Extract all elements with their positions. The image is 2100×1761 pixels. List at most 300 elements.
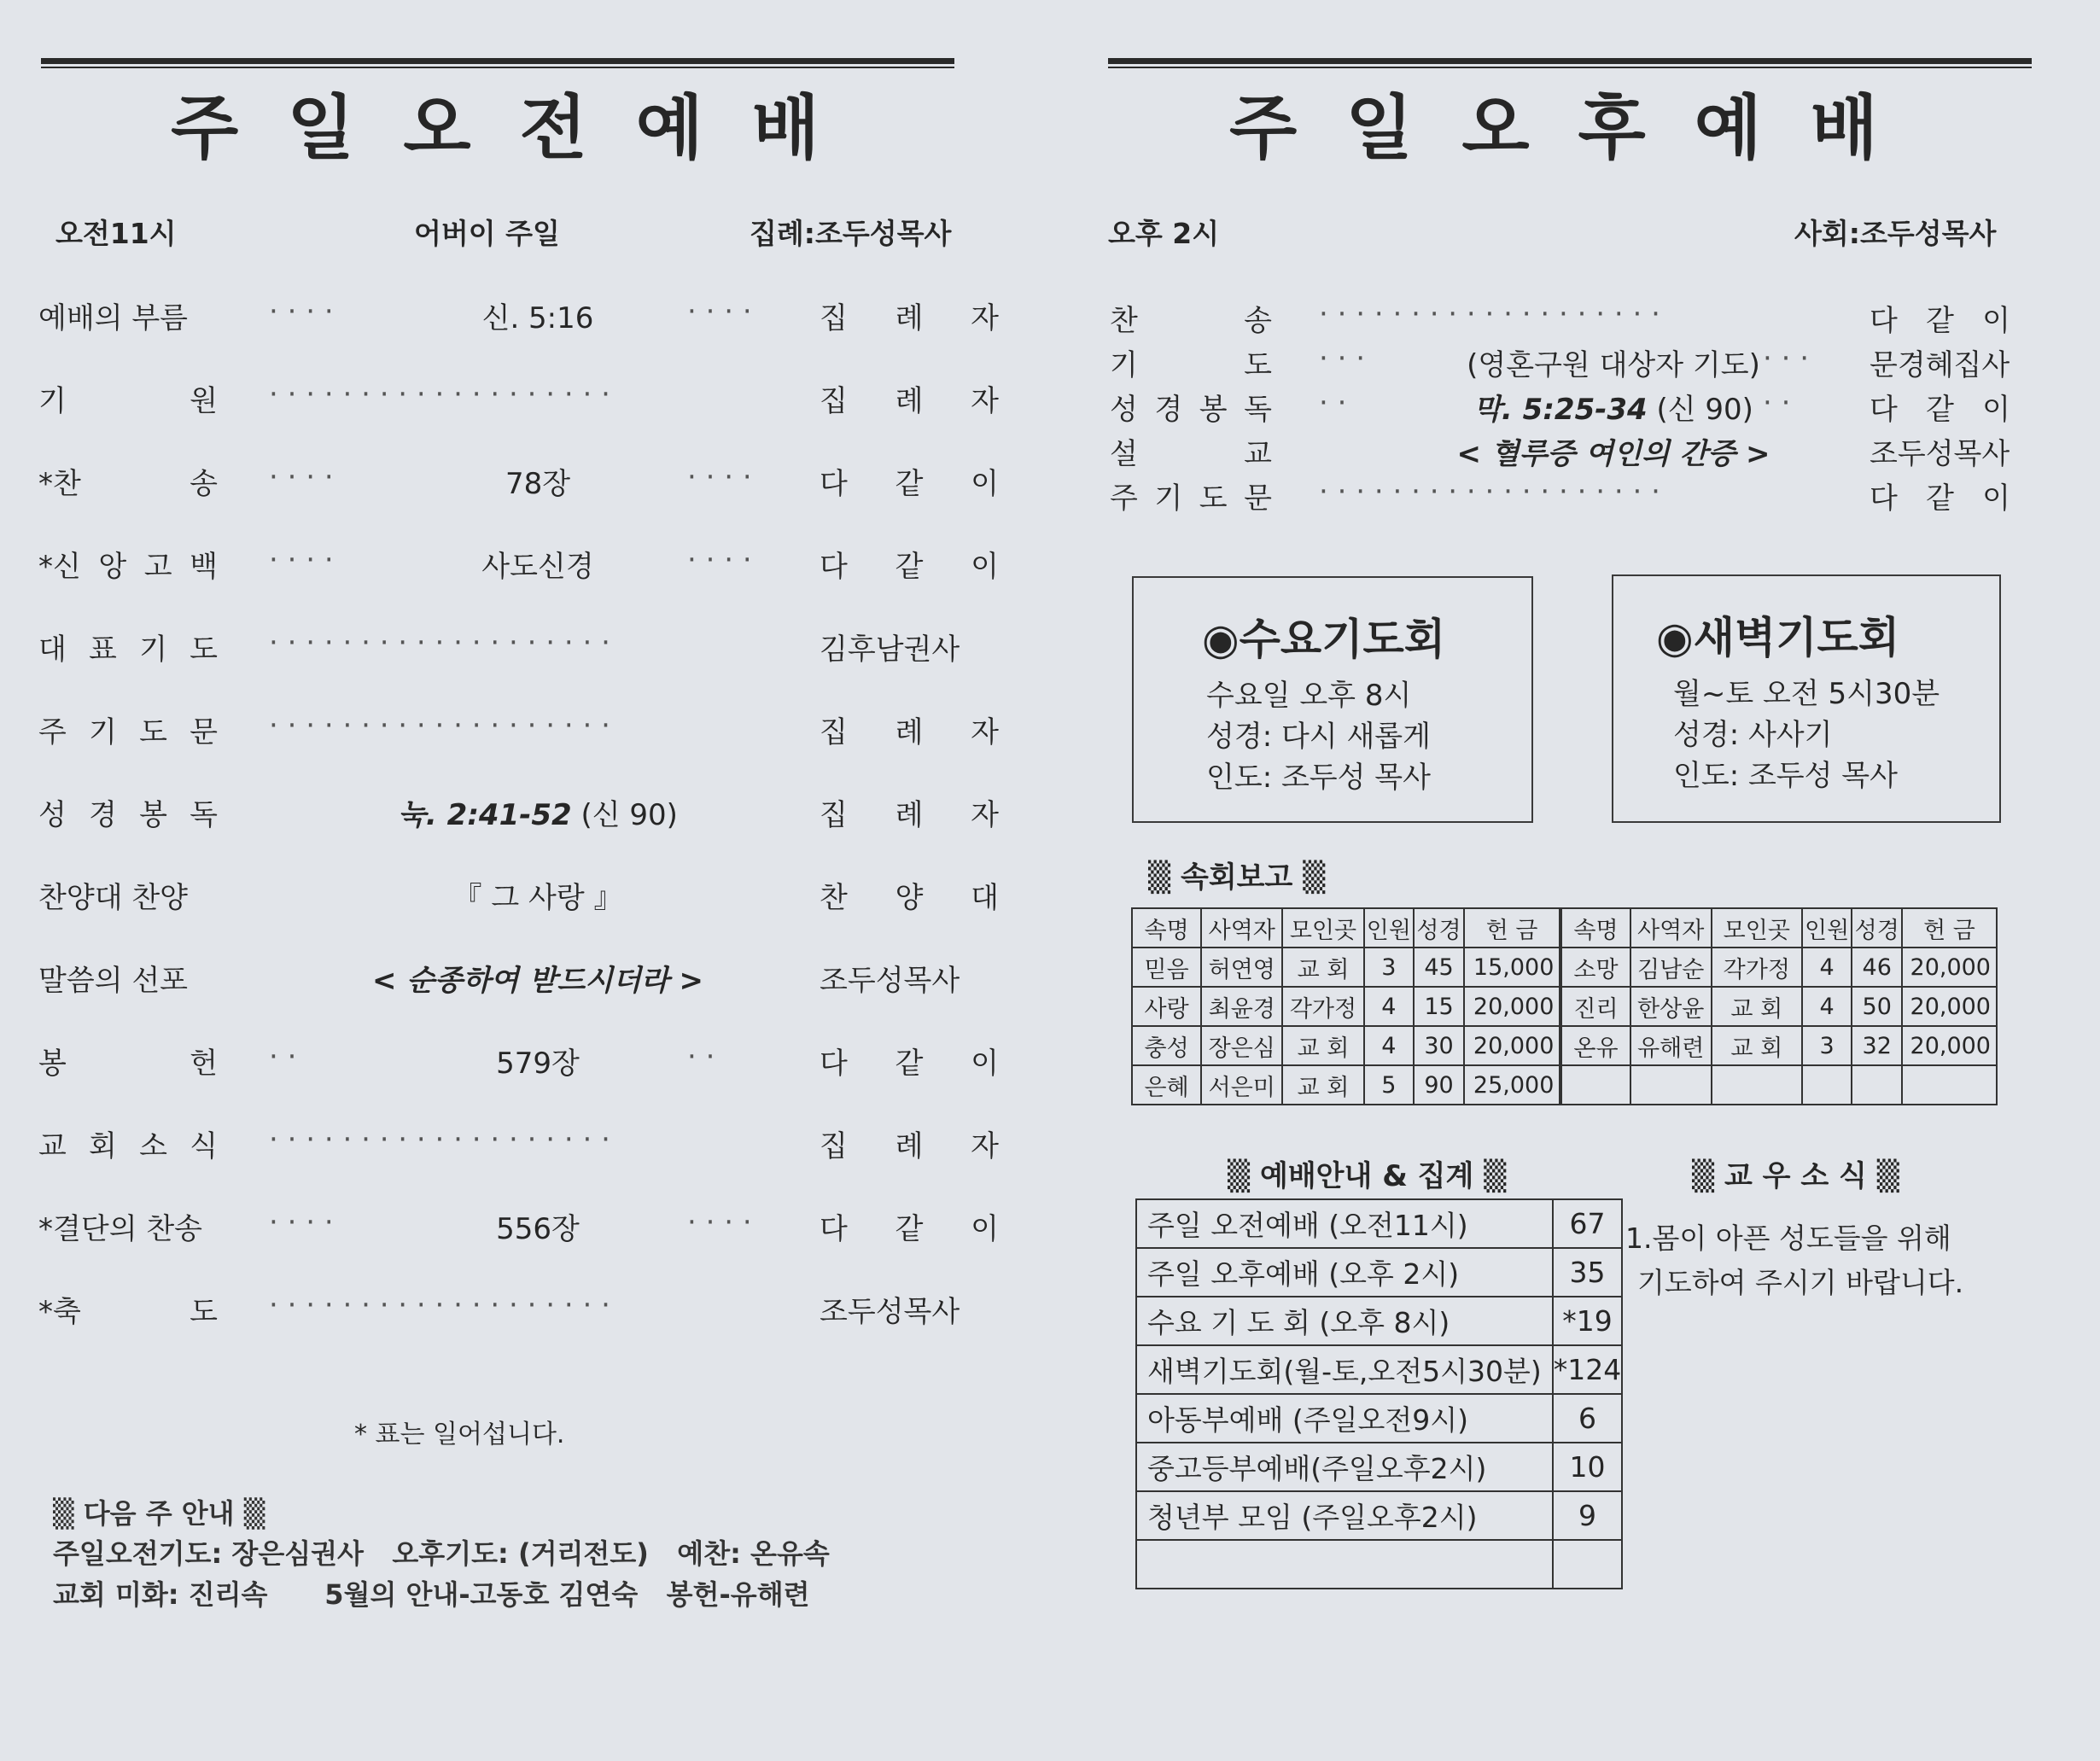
responsible-char: 다 bbox=[1870, 304, 1898, 338]
label-char: *찬 bbox=[38, 467, 81, 501]
title-char: 일 bbox=[287, 88, 355, 169]
responsible-char: 이 bbox=[1982, 393, 2010, 427]
label-char: 교 bbox=[38, 1129, 67, 1163]
order-item bbox=[1110, 341, 2049, 384]
table-cell: 교 회 bbox=[1282, 1065, 1363, 1105]
responsible-char: 찬 bbox=[820, 881, 848, 915]
label-char: 회 bbox=[89, 1129, 117, 1163]
cell-report-table bbox=[1131, 907, 1998, 1105]
label-char: 송 bbox=[190, 467, 218, 501]
table-cell: 3 bbox=[1802, 1026, 1852, 1065]
service-name: 아동부예배 (주일오전9시) bbox=[1136, 1394, 1553, 1443]
order-detail bbox=[371, 294, 704, 336]
responsible-char: 집 bbox=[820, 384, 848, 418]
order-item bbox=[38, 460, 999, 503]
responsible-char: 김후남권사 bbox=[820, 633, 960, 667]
responsible-char: 례 bbox=[895, 1129, 924, 1163]
label-char: 송 bbox=[1244, 304, 1272, 338]
leader-dots: · · · · bbox=[269, 294, 334, 329]
column-header: 인원 bbox=[1802, 908, 1852, 948]
leader-dots: · · · · · · · · · · · · · · · · · · · bbox=[269, 1288, 610, 1322]
order-detail-text: 신. 5:16 bbox=[481, 301, 594, 335]
table-cell: 서은미 bbox=[1201, 1065, 1282, 1105]
responsible-char: 같 bbox=[895, 467, 924, 501]
table-cell: 각가정 bbox=[1712, 948, 1802, 987]
order-responsible bbox=[820, 460, 999, 502]
responsible-char: 양 bbox=[895, 881, 924, 915]
order-detail-text: 사도신경 bbox=[481, 550, 594, 584]
attendance-count: 6 bbox=[1553, 1394, 1623, 1443]
table-cell: 4 bbox=[1364, 1026, 1415, 1065]
order-item bbox=[38, 543, 999, 586]
order-responsible bbox=[820, 957, 999, 999]
title-rule bbox=[1108, 58, 2032, 64]
order-label bbox=[1110, 475, 1272, 516]
responsible-char: 다 bbox=[820, 1212, 848, 1246]
table-cell: 믿음 bbox=[1132, 948, 1201, 987]
table-cell: 20,000 bbox=[1902, 1026, 1997, 1065]
column-header: 사역자 bbox=[1630, 908, 1712, 948]
responsible-char: 다 bbox=[820, 1047, 848, 1081]
order-item bbox=[38, 1288, 969, 1331]
order-responsible bbox=[1870, 475, 2010, 516]
label-char: 교 bbox=[1244, 437, 1272, 471]
order-responsible bbox=[820, 874, 999, 916]
order-detail-text: 579장 bbox=[496, 1047, 580, 1081]
page-title bbox=[1229, 73, 1878, 172]
order-label bbox=[38, 874, 218, 916]
title-char: 오 bbox=[403, 88, 471, 169]
table-cell: 4 bbox=[1364, 987, 1415, 1026]
order-item bbox=[1110, 475, 2049, 517]
order-responsible bbox=[820, 543, 999, 585]
column-header: 헌 금 bbox=[1902, 908, 1997, 948]
label-char: 봉 bbox=[1199, 393, 1228, 427]
title-char: 예 bbox=[635, 88, 703, 169]
service-name: 주일 오전예배 (오전11시) bbox=[1136, 1199, 1553, 1248]
box-line: 성경: 다시 새롭게 bbox=[1206, 720, 1431, 754]
order-item bbox=[38, 791, 999, 834]
table-cell: 50 bbox=[1852, 987, 1902, 1026]
responsible-char: 례 bbox=[895, 384, 924, 418]
news-line: 1.몸이 아픈 성도들을 위해 bbox=[1625, 1222, 1951, 1255]
leader-dots: · · · · bbox=[687, 1205, 752, 1239]
label-char: 봉 bbox=[38, 1047, 67, 1081]
responsible-char: 조두성목사 bbox=[820, 964, 960, 998]
responsible-char: 문경혜집사 bbox=[1870, 348, 2010, 382]
order-detail bbox=[371, 1040, 704, 1082]
responsible-char: 자 bbox=[971, 301, 999, 335]
box-line: 성경: 사사기 bbox=[1673, 718, 1833, 752]
table-cell: 교 회 bbox=[1282, 1026, 1363, 1065]
column-header: 사역자 bbox=[1201, 908, 1282, 948]
responsible-char: 같 bbox=[1926, 481, 1954, 516]
table-cell: 46 bbox=[1852, 948, 1902, 987]
table-row bbox=[1136, 1443, 1622, 1491]
scripture-reference: 막. 5:25-34 bbox=[1473, 393, 1648, 427]
order-label bbox=[38, 626, 218, 668]
table-cell: 25,000 bbox=[1464, 1065, 1561, 1105]
order-detail-text: (영혼구원 대상자 기도) bbox=[1467, 348, 1760, 382]
label-char: 찬 bbox=[1110, 304, 1138, 338]
title-char: 배 bbox=[751, 88, 820, 169]
order-item bbox=[38, 708, 999, 751]
label-char: 백 bbox=[190, 550, 218, 584]
table-cell: 유해련 bbox=[1630, 1026, 1712, 1065]
order-label bbox=[38, 708, 218, 750]
order-responsible bbox=[820, 791, 999, 833]
table-row bbox=[1132, 1065, 1997, 1105]
title-char: 주 bbox=[171, 88, 239, 169]
order-label bbox=[38, 1122, 218, 1164]
table-cell: 4 bbox=[1802, 948, 1852, 987]
label-char: 헌 bbox=[190, 1047, 218, 1081]
responsible-char: 같 bbox=[895, 1047, 924, 1081]
wednesday-prayer-title: ◉수요기도회 bbox=[1202, 615, 1446, 664]
order-item bbox=[38, 1122, 999, 1165]
leader-dots: · · bbox=[1319, 386, 1347, 420]
service-name: 수요 기 도 회 (오후 8시) bbox=[1136, 1297, 1553, 1345]
column-header: 인원 bbox=[1364, 908, 1415, 948]
table-cell: 사랑 bbox=[1132, 987, 1201, 1026]
label-char: 식 bbox=[190, 1129, 218, 1163]
service-name bbox=[1136, 1540, 1553, 1589]
table-cell bbox=[1712, 1065, 1802, 1105]
next-week-line: 주일오전기도: 장은심권사 오후기도: (거리전도) 예찬: 온유속 bbox=[53, 1537, 830, 1570]
table-cell: 32 bbox=[1852, 1026, 1902, 1065]
responsible-char: 집 bbox=[820, 798, 848, 832]
responsible-char: 례 bbox=[895, 715, 924, 749]
table-cell: 온유 bbox=[1560, 1026, 1630, 1065]
news-line: 기도하여 주시기 바랍니다. bbox=[1637, 1266, 1964, 1299]
service-time: 오후 2시 bbox=[1108, 217, 1220, 250]
order-detail bbox=[371, 1205, 704, 1247]
order-detail-text: 78장 bbox=[505, 467, 571, 501]
label-char: 문 bbox=[1244, 481, 1272, 516]
order-responsible bbox=[820, 1288, 999, 1330]
responsible-char: 이 bbox=[1982, 481, 2010, 516]
column-header: 속명 bbox=[1132, 908, 1201, 948]
table-row bbox=[1136, 1345, 1622, 1394]
service-time: 오전11시 bbox=[55, 217, 177, 250]
order-responsible bbox=[820, 377, 999, 419]
table-cell bbox=[1902, 1065, 1997, 1105]
attendance-count: 67 bbox=[1553, 1199, 1623, 1248]
scripture-reference: < 혈루증 여인의 간증 > bbox=[1456, 437, 1770, 471]
attendance-count: *19 bbox=[1553, 1297, 1623, 1345]
box-line: 월~토 오전 5시30분 bbox=[1673, 677, 1940, 711]
table-cell: 소망 bbox=[1560, 948, 1630, 987]
order-detail-text: 556장 bbox=[496, 1212, 580, 1246]
table-cell: 교 회 bbox=[1282, 948, 1363, 987]
table-row bbox=[1132, 948, 1997, 987]
leader-dots: · · · · · · · · · · · · · · · · · · · bbox=[1319, 297, 1660, 331]
order-detail bbox=[371, 791, 704, 833]
order-item bbox=[38, 626, 969, 668]
responsible-char: 이 bbox=[971, 1212, 999, 1246]
title-char: 오 bbox=[1461, 88, 1530, 169]
order-label bbox=[38, 1040, 218, 1082]
order-responsible bbox=[820, 626, 999, 668]
service-leader: 사회:조두성목사 bbox=[1794, 217, 1997, 250]
order-item bbox=[38, 294, 999, 337]
label-char: 표 bbox=[89, 633, 117, 667]
order-detail bbox=[371, 957, 704, 999]
box-line: 인도: 조두성 목사 bbox=[1673, 759, 1898, 793]
table-cell: 4 bbox=[1802, 987, 1852, 1026]
scripture-reference: < 순종하여 받드시더라 > bbox=[371, 964, 704, 998]
order-label bbox=[38, 1205, 218, 1247]
order-item bbox=[38, 1205, 999, 1248]
service-name: 주일 오후예배 (오후 2시) bbox=[1136, 1248, 1553, 1297]
stand-note: * 표는 일어섭니다. bbox=[354, 1420, 565, 1449]
order-label bbox=[1110, 386, 1272, 428]
order-detail-text: 『 그 사랑 』 bbox=[452, 881, 623, 915]
label-char: 기 bbox=[139, 633, 167, 667]
responsible-char: 이 bbox=[1982, 304, 2010, 338]
label-char: 찬양대 찬양 bbox=[38, 881, 189, 915]
next-week-title: ▒ 다음 주 안내 ▒ bbox=[53, 1497, 265, 1530]
table-cell: 90 bbox=[1414, 1065, 1464, 1105]
label-char: 도 bbox=[1244, 348, 1272, 382]
responsible-char: 집 bbox=[820, 715, 848, 749]
order-detail bbox=[371, 543, 704, 585]
service-name: 청년부 모임 (주일오후2시) bbox=[1136, 1491, 1553, 1540]
column-header: 성경 bbox=[1414, 908, 1464, 948]
responsible-char: 다 bbox=[1870, 393, 1898, 427]
leader-dots: · · · · bbox=[687, 543, 752, 577]
responsible-char: 자 bbox=[971, 715, 999, 749]
table-cell: 15,000 bbox=[1464, 948, 1561, 987]
label-char: 문 bbox=[190, 715, 218, 749]
leader-dots: · · · · · · · · · · · · · · · · · · · bbox=[1319, 475, 1660, 509]
order-responsible bbox=[820, 294, 999, 336]
label-char: 기 bbox=[1110, 348, 1138, 382]
label-char: 말씀의 선포 bbox=[38, 964, 189, 998]
order-label bbox=[38, 791, 218, 833]
label-char: 예배의 부름 bbox=[38, 301, 189, 335]
order-label bbox=[38, 957, 218, 999]
table-cell: 장은심 bbox=[1201, 1026, 1282, 1065]
service-name: 새벽기도회(월-토,오전5시30분) bbox=[1136, 1345, 1553, 1394]
order-item bbox=[38, 874, 999, 917]
table-cell: 3 bbox=[1364, 948, 1415, 987]
attendance-count: *124 bbox=[1553, 1345, 1623, 1394]
title-char: 후 bbox=[1578, 88, 1646, 169]
responsible-char: 이 bbox=[971, 1047, 999, 1081]
title-char: 전 bbox=[519, 88, 587, 169]
table-cell: 은혜 bbox=[1132, 1065, 1201, 1105]
label-char: 경 bbox=[89, 798, 117, 832]
order-item bbox=[1110, 430, 2049, 473]
order-responsible bbox=[820, 1040, 999, 1082]
label-char: 설 bbox=[1110, 437, 1138, 471]
label-char: 기 bbox=[38, 384, 67, 418]
leader-dots: · · · · bbox=[687, 460, 752, 494]
leader-dots: · · · · bbox=[269, 543, 334, 577]
title-char: 배 bbox=[1810, 88, 1878, 169]
table-cell bbox=[1560, 1065, 1630, 1105]
table-cell: 20,000 bbox=[1464, 987, 1561, 1026]
table-cell bbox=[1630, 1065, 1712, 1105]
next-week-line: 교회 미화: 진리속 5월의 안내-고동호 김연숙 봉헌-유해련 bbox=[53, 1578, 810, 1611]
leader-dots: · · · · · · · · · · · · · · · · · · · bbox=[269, 708, 610, 743]
table-cell bbox=[1802, 1065, 1852, 1105]
responsible-char: 자 bbox=[971, 384, 999, 418]
responsible-char: 다 bbox=[820, 467, 848, 501]
leader-dots: · · · · bbox=[269, 1205, 334, 1239]
table-cell bbox=[1852, 1065, 1902, 1105]
order-detail bbox=[371, 460, 704, 502]
order-detail-text: (신 90) bbox=[571, 798, 678, 832]
label-char: 도 bbox=[190, 633, 218, 667]
table-row bbox=[1132, 1026, 1997, 1065]
order-label bbox=[38, 1288, 218, 1330]
dawn-prayer-title: ◉새벽기도회 bbox=[1656, 613, 1900, 662]
order-item bbox=[38, 957, 969, 1000]
table-cell: 45 bbox=[1414, 948, 1464, 987]
order-label bbox=[1110, 430, 1272, 472]
cell-report-title: ▒ 속회보고 ▒ bbox=[1148, 860, 1326, 895]
order-item bbox=[1110, 386, 2049, 429]
responsible-char: 조두성목사 bbox=[1870, 437, 2010, 471]
order-label bbox=[38, 543, 218, 585]
leader-dots: · · bbox=[687, 1040, 715, 1074]
box-line: 수요일 오후 8시 bbox=[1206, 679, 1412, 713]
table-row bbox=[1136, 1297, 1622, 1345]
leader-dots: · · · · bbox=[687, 294, 752, 329]
label-char: 도 bbox=[190, 1295, 218, 1329]
label-char: 앙 bbox=[98, 550, 127, 584]
table-cell: 5 bbox=[1364, 1065, 1415, 1105]
table-cell: 김남순 bbox=[1630, 948, 1712, 987]
order-responsible bbox=[820, 1205, 999, 1247]
order-item bbox=[1110, 297, 2049, 340]
label-char: *축 bbox=[38, 1295, 81, 1329]
responsible-char: 다 bbox=[1870, 481, 1898, 516]
responsible-char: 자 bbox=[971, 798, 999, 832]
label-char: *신 bbox=[38, 550, 81, 584]
order-responsible bbox=[1870, 297, 2010, 339]
label-char: 대 bbox=[38, 633, 67, 667]
responsible-char: 집 bbox=[820, 301, 848, 335]
responsible-char: 자 bbox=[971, 1129, 999, 1163]
box-line: 인도: 조두성 목사 bbox=[1206, 761, 1431, 795]
leader-dots: · · · bbox=[1319, 341, 1366, 376]
order-label bbox=[1110, 297, 1272, 339]
responsible-char: 이 bbox=[971, 467, 999, 501]
order-responsible bbox=[820, 708, 999, 750]
table-row bbox=[1136, 1540, 1622, 1589]
attendance-count: 35 bbox=[1553, 1248, 1623, 1297]
label-char: 도 bbox=[1199, 481, 1228, 516]
table-cell: 20,000 bbox=[1902, 987, 1997, 1026]
table-cell: 진리 bbox=[1560, 987, 1630, 1026]
order-detail-text: (신 90) bbox=[1647, 393, 1753, 427]
table-row bbox=[1132, 987, 1997, 1026]
page-title bbox=[171, 73, 820, 172]
order-item bbox=[38, 1040, 999, 1082]
order-responsible bbox=[1870, 341, 2010, 383]
table-header bbox=[1132, 908, 1997, 948]
label-char: 원 bbox=[190, 384, 218, 418]
label-char: 독 bbox=[190, 798, 218, 832]
service-theme: 어버이 주일 bbox=[414, 217, 560, 250]
table-row bbox=[1136, 1248, 1622, 1297]
leader-dots: · · · · · · · · · · · · · · · · · · · bbox=[269, 626, 610, 660]
column-header: 속명 bbox=[1560, 908, 1630, 948]
responsible-char: 같 bbox=[1926, 304, 1954, 338]
column-header: 모인곳 bbox=[1282, 908, 1363, 948]
responsible-char: 례 bbox=[895, 301, 924, 335]
order-label bbox=[38, 294, 218, 336]
leader-dots: · · · · bbox=[269, 460, 334, 494]
table-cell: 15 bbox=[1414, 987, 1464, 1026]
responsible-char: 조두성목사 bbox=[820, 1295, 960, 1329]
dawn-prayer-box bbox=[1612, 574, 2001, 823]
news-title: ▒ 교 우 소 식 ▒ bbox=[1692, 1159, 1899, 1193]
table-cell: 최윤경 bbox=[1201, 987, 1282, 1026]
label-char: 주 bbox=[38, 715, 67, 749]
attendance-count: 10 bbox=[1553, 1443, 1623, 1491]
order-label bbox=[38, 460, 218, 502]
table-cell: 30 bbox=[1414, 1026, 1464, 1065]
table-cell: 충성 bbox=[1132, 1026, 1201, 1065]
table-cell: 허연영 bbox=[1201, 948, 1282, 987]
table-cell: 각가정 bbox=[1282, 987, 1363, 1026]
attendance-table bbox=[1135, 1198, 1623, 1589]
attendance-title: ▒ 예배안내 & 집계 ▒ bbox=[1228, 1159, 1507, 1193]
label-char: 성 bbox=[1110, 393, 1138, 427]
table-row bbox=[1136, 1491, 1622, 1540]
label-char: 주 bbox=[1110, 481, 1138, 516]
attendance-count bbox=[1553, 1540, 1623, 1589]
leader-dots: · · bbox=[1763, 386, 1791, 420]
table-row bbox=[1136, 1199, 1622, 1248]
order-detail bbox=[1366, 430, 1861, 472]
order-detail bbox=[371, 874, 704, 916]
table-cell: 교 회 bbox=[1712, 987, 1802, 1026]
label-char: *결단의 찬송 bbox=[38, 1212, 203, 1246]
order-label bbox=[38, 377, 218, 419]
responsible-char: 이 bbox=[971, 550, 999, 584]
scripture-reference: 눅. 2:41-52 bbox=[398, 798, 572, 832]
order-item bbox=[38, 377, 999, 420]
service-name: 중고등부예배(주일오후2시) bbox=[1136, 1443, 1553, 1491]
responsible-char: 같 bbox=[1926, 393, 1954, 427]
leader-dots: · · · bbox=[1763, 341, 1810, 376]
title-char: 예 bbox=[1694, 88, 1762, 169]
table-row bbox=[1136, 1394, 1622, 1443]
label-char: 소 bbox=[139, 1129, 167, 1163]
order-responsible bbox=[820, 1122, 999, 1164]
responsible-char: 집 bbox=[820, 1129, 848, 1163]
table-cell: 교 회 bbox=[1712, 1026, 1802, 1065]
order-responsible bbox=[1870, 386, 2010, 428]
column-header: 헌 금 bbox=[1464, 908, 1561, 948]
attendance-count: 9 bbox=[1553, 1491, 1623, 1540]
leader-dots: · · · · · · · · · · · · · · · · · · · bbox=[269, 377, 610, 411]
leader-dots: · · bbox=[269, 1040, 297, 1074]
service-leader: 집례:조두성목사 bbox=[750, 217, 952, 250]
label-char: 독 bbox=[1244, 393, 1272, 427]
title-char: 일 bbox=[1345, 88, 1414, 169]
leader-dots: · · · · · · · · · · · · · · · · · · · bbox=[269, 1122, 610, 1157]
order-responsible bbox=[1870, 430, 2010, 472]
label-char: 도 bbox=[139, 715, 167, 749]
label-char: 봉 bbox=[139, 798, 167, 832]
responsible-char: 다 bbox=[820, 550, 848, 584]
